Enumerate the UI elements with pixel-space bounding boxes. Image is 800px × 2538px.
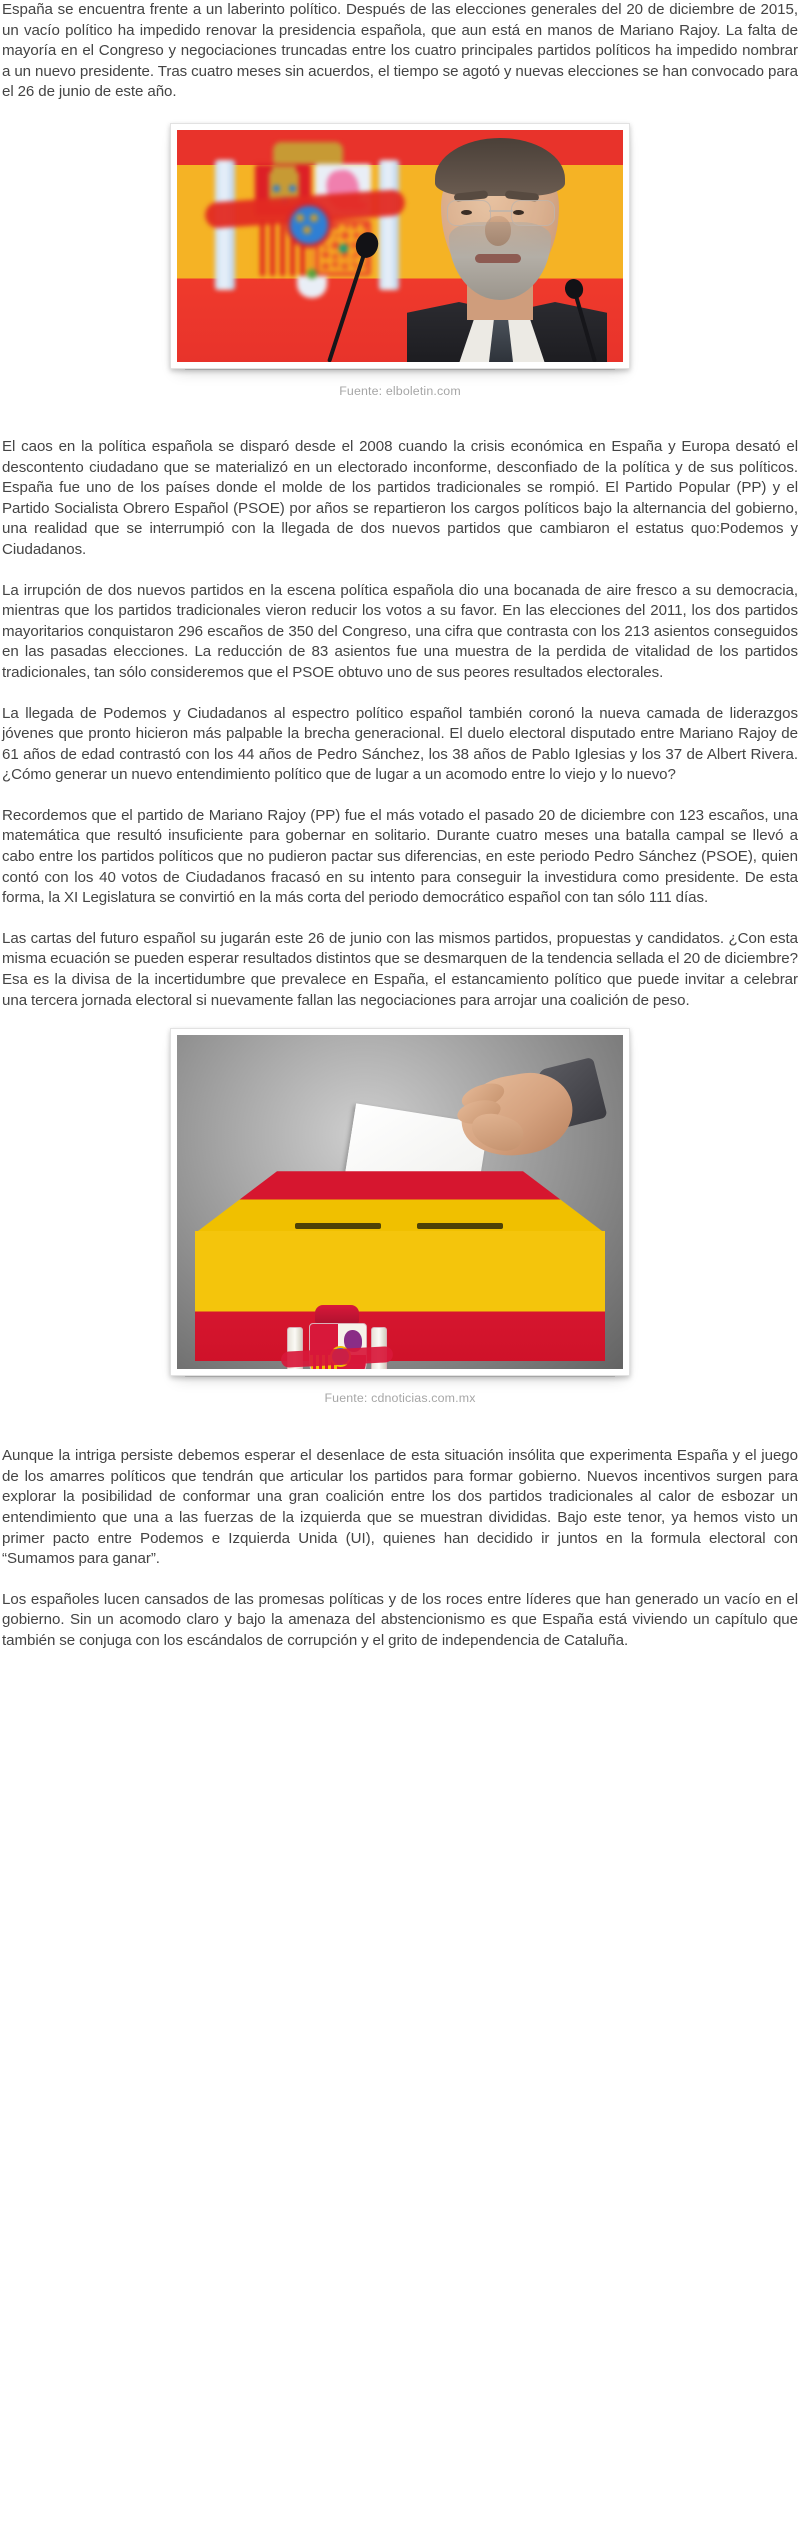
castle-dot <box>273 185 280 192</box>
photo-frame-ballot <box>170 1028 630 1376</box>
spacer <box>2 421 798 437</box>
paragraph-2: El caos en la política española se disparó desde el 2008 cuando la crisis económica en España y Europa desató el descontento ciudadano que se materializó en un electorado inconforme, desconfiado de la política y de sus políticos. España fue uno de los países donde el molde de los partidos tradicionales se rompió. El Partido Popular (PP) y el Partido Socialista Obrero Español (PSOE) por años se repartieron los cargos políticos bajo la alternancia del gobierno, una realidad que se interrumpió con la llegada de dos nuevos partidos que cambiaron el estatus quo:Podemos y Ciudadanos. <box>2 437 798 558</box>
paragraph-3: La irrupción de dos nuevos partidos en la escena política española dio una bocanada de aire fresco a su democracia, mientras que los partidos tradicionales vieron reducir los votos a su favor. En las elecciones del 2011, los dos partidos mayoritarios conquistaron 296 escaños de 350 del Congreso, una cifra que contrasta con los 213 asientos conseguidos en las pasadas elecciones. La reducción de 83 asientos fue una muestra de la perdida de vitalidad de los partidos tradicionales, tan sólo consideremos que el PSOE obtuvo uno de sus peores resultados electorales. <box>2 581 798 681</box>
spain-coat-of-arms <box>281 1305 393 1369</box>
fleur-de-lis <box>296 214 304 222</box>
fleur-de-lis <box>310 214 318 222</box>
photo-rajoy <box>177 130 623 362</box>
spain-coat-of-arms-backdrop <box>201 140 416 325</box>
eye-left <box>461 210 472 215</box>
fleur-de-lis <box>303 226 311 234</box>
paragraph-8: Los españoles lucen cansados de las promesas políticas y de los roces entre líderes que han generado un vacío en el gobierno. Sin un acomodo claro y bajo la amenaza del abstencionismo es que España está viviendo un capítulo que también se conjuga con los escándalos de corrupción y el grito de independencia de Cataluña. <box>2 1590 798 1649</box>
spacer <box>2 1430 798 1446</box>
nose <box>485 216 511 246</box>
ballot-slot-right <box>417 1223 503 1229</box>
ballot-box <box>195 1171 605 1361</box>
rajoy-portrait <box>409 130 605 362</box>
photo-frame-rajoy <box>170 123 630 369</box>
paragraph-6: Las cartas del futuro español su jugarán este 26 de junio con las mismos partidos, propuestas y candidatos. ¿Con esta misma ecuación se pueden esperar resultados distintos que se desmarquen de la tendencia sellada el 20 de diciembre? Esa es la divisa de la incertidumbre que prevalece en España, el estancamiento político que puede invitar a celebrar una tercera jornada electoral si nuevamente fallan las negociaciones para arrojar una coalición de peso. <box>2 929 798 1009</box>
caption-divider <box>185 369 615 370</box>
pillar-right <box>379 160 399 290</box>
caption-ballot: Fuente: cdnoticias.com.mx <box>324 1391 476 1406</box>
navarre-emerald <box>339 244 348 253</box>
paragraph-4: La llegada de Podemos y Ciudadanos al espectro político español también coronó la nueva camada de liderazgos jóvenes que pronto hicieron más palpable la brecha generacional. El duelo electoral disputado entre Mariano Rajoy de 61 años de edad contrastó con los 44 años de Pedro Sánchez, los 38 años de Pablo Iglesias y los 37 de Albert Rivera. ¿Cómo generar un nuevo entendimiento político que de lugar a un acomodo entre lo viejo y lo nuevo? <box>2 704 798 784</box>
paragraph-1: España se encuentra frente a un laberinto político. Después de las elecciones generales del 20 de diciembre de 2015, un vacío político ha impedido renovar la presidencia española, que aun está en manos de Mariano Rajoy. La falta de mayoría en el Congreso y negociaciones truncadas entre los cuatro principales partidos políticos ha impedido nombrar a un nuevo presidente. Tras cuatro meses sin acuerdos, el tiempo se agotó y nuevas elecciones se han convocado para el 26 de junio de este año. <box>2 1 798 101</box>
castle-dot <box>289 185 296 192</box>
hair <box>435 138 565 196</box>
caption-rajoy: Fuente: elboletin.com <box>339 383 461 398</box>
paragraph-7: Aunque la intriga persiste debemos esperar el desenlace de esta situación insólita que experimenta España y el juego de los amarres políticos que tendrán que articular los partidos para formar gobierno. Nuevos incentivos surgen para explorar la posibilidad de conformar una gran coalición entre los dos partidos tradicionales al calor de esbozar un entendimiento que una a las fuerzas de la izquierda que se muestran divididas. Bajo este tenor, ya hemos visto un primer pacto entre Podemos e Izquierda Unida (UI), quienes han decidido ir juntos en la formula electoral con “Sumamos para ganar”. <box>2 1447 798 1568</box>
caption-wrap-rajoy <box>185 369 615 399</box>
caption-wrap-ballot <box>185 1376 615 1406</box>
figure-rajoy <box>2 123 798 399</box>
crown-icon <box>315 1305 359 1323</box>
hand <box>435 1057 601 1189</box>
caption-divider <box>185 1376 615 1377</box>
mouth <box>475 254 521 263</box>
paragraph-5: Recordemos que el partido de Mariano Rajoy (PP) fue el más votado el pasado 20 de diciembre con 123 escaños, una matemática que resultó insuficiente para gobernar en solitario. Durante cuatro meses una batalla campal se llevó a cabo entre los partidos políticos que no pudieron pactar sus diferencias, en este periodo Pedro Sánchez (PSOE), quien contó con los 40 votos de Ciudadanos fracasó en su intento para conseguir la investidura como presidente. De esta forma, la XI Legislatura se convirtió en la más corta del periodo democrático español con tan sólo 111 días. <box>2 806 798 907</box>
ballot-box-front <box>195 1231 605 1361</box>
ballot-slot-left <box>295 1223 381 1229</box>
photo-ballot-box <box>177 1035 623 1369</box>
figure-ballot <box>2 1028 798 1406</box>
bourbon-escutcheon <box>286 202 332 248</box>
crown-icon <box>273 142 343 164</box>
glasses-bridge <box>489 210 513 212</box>
eye-right <box>513 210 524 215</box>
ballot-box-top <box>195 1171 605 1233</box>
granada-pomegranate-icon <box>297 276 327 298</box>
